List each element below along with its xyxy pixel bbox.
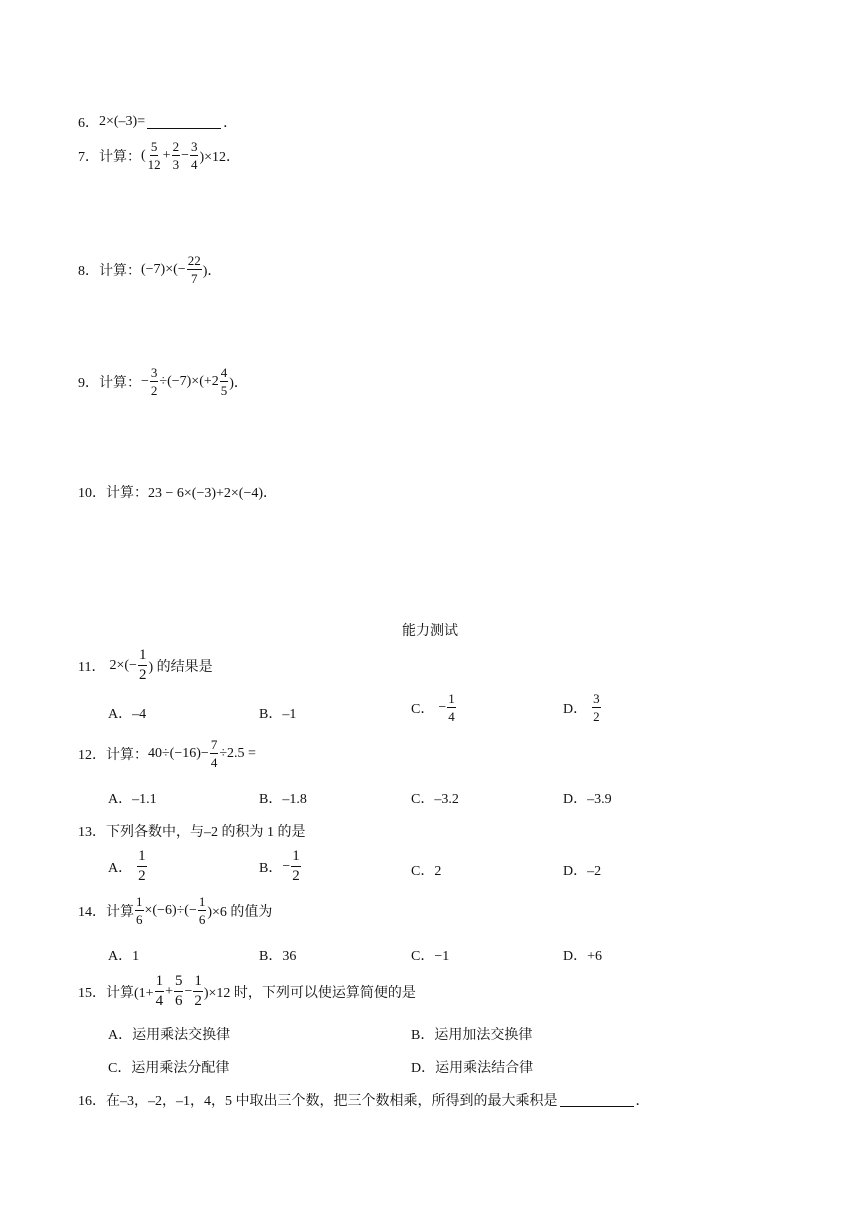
denominator: 2 [138,868,146,884]
question-9 [78,366,248,397]
option-text: B．36 [259,949,297,964]
denominator: 5 [220,383,228,398]
numerator: 2 [172,139,180,154]
option-text: C．–3.2 [411,792,459,807]
fraction [150,366,159,397]
expression-tail: )． [202,263,222,279]
denominator: 7 [190,271,198,286]
question-16 [78,1090,650,1110]
question-12 [78,738,256,769]
question-7 [78,140,240,171]
numerator: 3 [150,365,158,380]
numerator: 1 [138,648,148,666]
numerator: 5 [150,139,158,154]
option-text: D．–2 [563,864,602,879]
question-label: 计算： [99,149,141,165]
operator: + [162,147,171,163]
option-d[interactable] [563,788,612,808]
question-expression: 23 − 6×(−3)+2×(−4)． [148,486,278,501]
option-c[interactable] [411,945,449,965]
fraction [592,692,601,723]
fraction [198,895,207,926]
operator: + [165,983,173,999]
option-b[interactable] [411,1024,532,1044]
option-text: C．−1 [411,949,450,964]
denominator: 2 [292,868,300,884]
fraction [187,254,202,285]
question-14 [78,895,272,926]
answer-blank [560,1094,634,1107]
question-15 [78,974,416,1009]
option-text: A．–4 [108,707,147,722]
option-text: A．–1.1 [108,792,157,807]
numerator: 1 [137,849,147,867]
denominator: 4 [155,993,164,1009]
option-text: D．+6 [563,949,603,964]
denominator: 2 [593,709,600,724]
fraction [147,140,162,171]
question-end: ． [635,1094,650,1109]
denominator: 3 [172,157,180,172]
question-number: 6． [78,116,99,131]
option-a[interactable] [108,945,139,965]
operator: − [282,858,291,874]
expression-tail: ÷2.5 = [219,745,256,761]
expression-head: 2×(− [109,657,137,673]
option-text: B．–1 [259,707,297,722]
question-number: 15． [78,985,106,1001]
question-end: ． [223,116,238,131]
denominator: 2 [194,993,202,1009]
option-a[interactable] [108,1024,230,1044]
question-label: 计算： [106,747,148,763]
option-d[interactable] [411,1057,533,1077]
expression-middle: ×(−6)÷(− [144,902,197,918]
question-expression: 2×(–3)= [99,114,146,129]
option-b[interactable] [259,788,307,808]
fraction [174,974,184,1009]
fraction [137,849,147,884]
numerator: 1 [193,974,203,992]
expression-tail: )×12 时，下列可以使运算简便的是 [203,985,416,1001]
operator: − [184,983,193,999]
question-label: 计算： [99,375,141,391]
option-d[interactable] [563,860,601,880]
question-number: 10． [78,486,106,501]
fraction [220,366,229,397]
expression-middle: ÷(−7)×(+2 [159,373,219,389]
expression-tail: ) 的结果是 [148,659,213,675]
numerator: 5 [174,974,184,992]
section-title: 能力测试 [402,624,458,639]
fraction [291,849,301,884]
answer-blank [147,116,221,129]
option-text: D．运用乘法结合律 [411,1061,534,1076]
question-8 [78,254,221,285]
operator: − [438,699,447,715]
fraction [190,140,199,171]
expression-tail: )． [229,375,248,391]
question-text: 在–3，–2，–1，4，5 中取出三个数，把三个数相乘，所得到的最大乘积是 [106,1094,558,1109]
numerator: 3 [593,691,600,706]
question-text: 下列各数中，与–2 的积为 1 的是 [106,825,306,840]
option-label: B． [259,860,283,876]
option-label: A． [108,860,133,876]
expression-head: 计算(1+ [106,985,154,1001]
denominator: 6 [136,912,143,927]
denominator: 12 [147,157,161,172]
denominator: 2 [150,383,158,398]
option-text: C．2 [411,864,442,879]
question-number: 12． [78,747,106,763]
question-number: 13． [78,825,106,840]
option-a[interactable] [108,788,157,808]
denominator: 4 [190,157,198,172]
numerator: 1 [136,894,143,909]
numerator: 1 [448,691,455,706]
denominator: 2 [138,667,147,683]
option-d[interactable] [563,945,602,965]
expression-tail: )×12． [199,149,241,165]
option-text: A．运用乘法交换律 [108,1028,231,1043]
option-text: A．1 [108,949,140,964]
question-6 [78,112,237,132]
question-number: 9． [78,375,99,391]
fraction [193,974,203,1009]
expression-head: (−7)×(− [141,261,186,277]
option-a[interactable] [108,703,146,723]
expression-tail: )×6 的值为 [207,904,273,920]
option-c[interactable] [108,1057,229,1077]
fraction [172,140,181,171]
denominator: 6 [174,993,183,1009]
option-c[interactable] [411,692,457,723]
numerator: 1 [155,974,165,992]
question-11 [78,648,213,683]
question-number: 8． [78,263,99,279]
question-13 [78,821,306,841]
option-d[interactable] [563,692,602,723]
fraction [155,974,165,1009]
question-10 [78,482,277,502]
fraction [210,738,219,769]
option-a[interactable] [108,849,148,884]
question-number: 14． [78,904,106,920]
option-label: D． [563,701,588,717]
option-b[interactable] [259,945,296,965]
option-c[interactable] [411,788,459,808]
numerator: 3 [190,139,198,154]
option-text: B．运用加法交换律 [411,1028,533,1043]
question-number: 7． [78,149,99,165]
question-number: 16． [78,1094,106,1109]
question-label: 计算： [106,486,148,501]
numerator: 22 [187,253,201,268]
fraction [447,692,456,723]
question-label: 计算： [99,263,141,279]
fraction [138,648,148,683]
expression-head: 40÷(−16)− [148,745,209,761]
option-text: B．–1.8 [259,792,307,807]
option-b[interactable] [259,849,302,884]
denominator: 4 [210,755,218,770]
denominator: 6 [198,912,206,927]
option-c[interactable] [411,860,441,880]
operator: − [141,373,149,389]
fraction [135,895,144,926]
question-label: 计算 [106,904,134,920]
option-label: C． [411,701,435,717]
denominator: 4 [448,709,455,724]
numerator: 7 [210,737,218,752]
paren-open: ( [141,147,146,163]
operator: − [181,147,189,163]
option-text: D．–3.9 [563,792,612,807]
question-number: 11． [78,659,106,675]
option-b[interactable] [259,703,296,723]
option-text: C．运用乘法分配律 [108,1061,230,1076]
numerator: 1 [198,894,206,909]
numerator: 1 [291,849,301,867]
numerator: 4 [220,365,228,380]
